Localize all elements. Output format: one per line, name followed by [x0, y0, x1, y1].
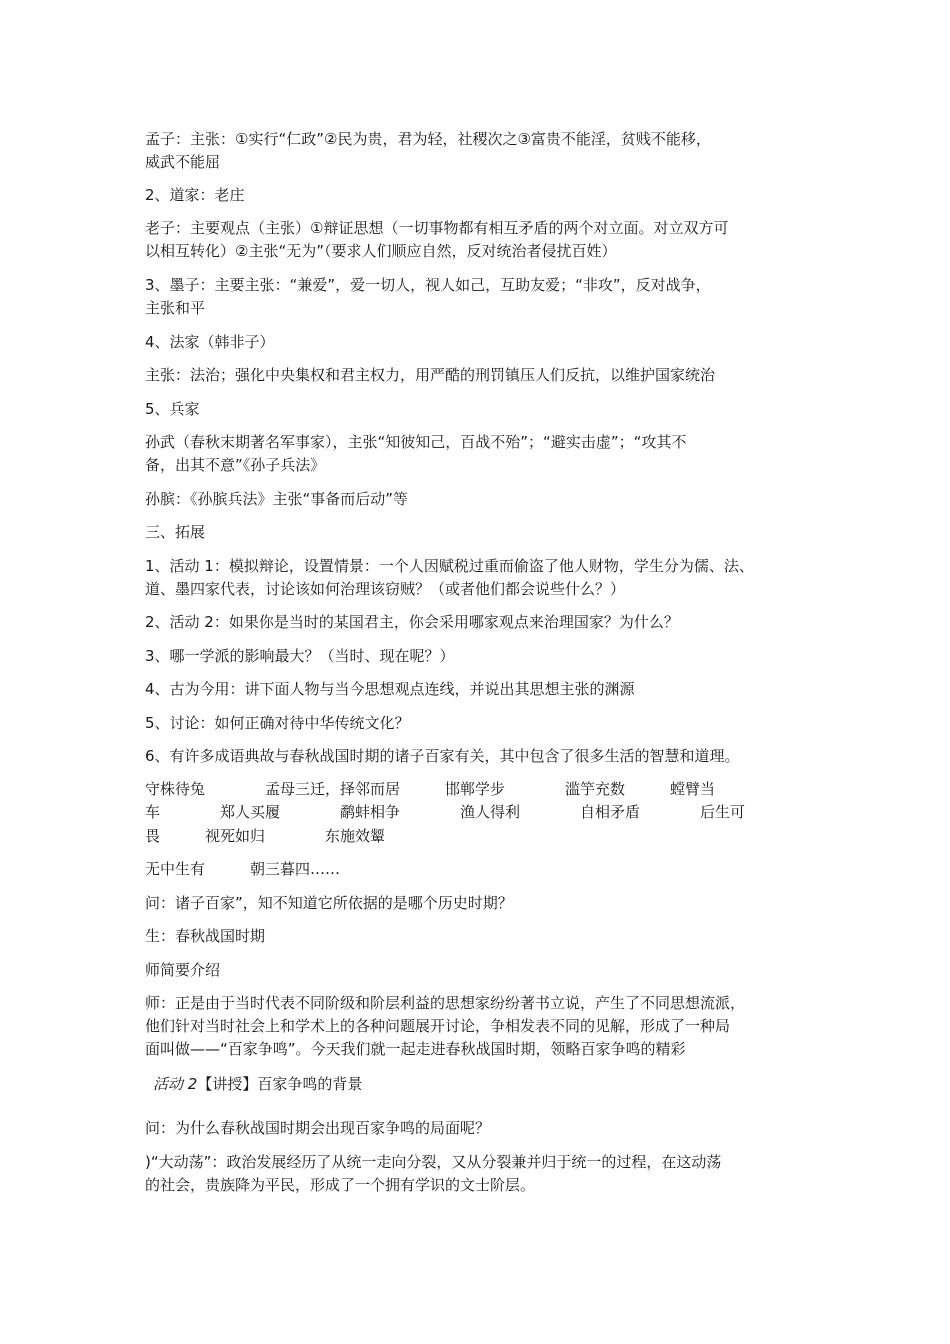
text-line: 面叫做——“百家争鸣”。今天我们就一起走进春秋战国时期，领略百家争鸣的精彩	[145, 1040, 686, 1058]
text-line: 3、墨子：主要主张：“兼爱”，爱一切人，视人如己，互助友爱；“非攻”，反对战争，	[145, 276, 711, 294]
text-line: 备，出其不意”《孙子兵法》	[145, 456, 326, 474]
text-line: 以相互转化）②主张“无为”（要求人们顺应自然，反对统治者侵扰百姓）	[145, 242, 617, 260]
text-line: 2、道家：老庄	[145, 186, 245, 204]
text-line: )“大动荡”：政治发展经历了从统一走向分裂，又从分裂兼并归于统一的过程，在这动荡	[145, 1153, 722, 1171]
text-line: 3、哪一学派的影响最大？（当时、现在呢？）	[145, 647, 455, 665]
text-line: 4、古为今用：讲下面人物与当今思想观点连线，并说出其思想主张的渊源	[145, 680, 635, 698]
text-line: 孙武（春秋末期著名军事家），主张“知彼知己，百战不殆”；“避实击虚”；“攻其不	[145, 433, 687, 451]
text-line: 的社会，贵族降为平民，形成了一个拥有学识的文士阶层。	[145, 1176, 536, 1194]
activity-prefix: 活动 2	[153, 1075, 198, 1093]
question-line: 问：为什么春秋战国时期会出现百家争鸣的局面呢？	[145, 1119, 491, 1137]
text-line: 4、法家（韩非子）	[145, 333, 275, 351]
text-line: 6、有许多成语典故与春秋战国时期的诸子百家有关，其中包含了很多生活的智慧和道理。	[145, 747, 740, 765]
text-line: 师：正是由于当时代表不同阶级和阶层利益的思想家纷纷著书立说，产生了不同思想流派，	[145, 994, 746, 1012]
text-line: 道、墨四家代表，讨论该如何治理该窃贼？（或者他们都会说些什么？）	[145, 580, 626, 598]
section-heading: 三、拓展	[145, 523, 206, 541]
text-line: 1、活动 1：模拟辩论，设置情景：一个人因赋税过重而偷盗了他人财物，学生分为儒、法、	[145, 557, 754, 575]
text-line: 2、活动 2：如果你是当时的某国君主，你会采用哪家观点来治理国家？为什么？	[145, 613, 679, 631]
text-line: 他们针对当时社会上和学术上的各种问题展开讨论，争相发表不同的见解，形成了一种局	[145, 1017, 731, 1035]
text-line: 主张：法治；强化中央集权和君主权力，用严酷的刑罚镇压人们反抗，以维护国家统治	[145, 366, 716, 384]
idiom-line: 车 郑人买履 鹬蚌相争 渔人得利 自相矛盾 后生可	[145, 803, 746, 821]
text-line: 威武不能屈	[145, 153, 221, 171]
text-line: 孟子：主张：①实行“仁政”②民为贵，君为轻，社稷次之③富贵不能淫，贫贱不能移，	[145, 130, 711, 148]
idiom-line: 无中生有 朝三暮四……	[145, 860, 341, 878]
text-line: 主张和平	[145, 299, 206, 317]
question-line: 问：诸子百家”，知不知道它所依据的是哪个历史时期？	[145, 894, 513, 912]
activity-title: 【讲授】百家争鸣的背景	[197, 1075, 363, 1093]
idiom-line: 守株待兔 孟母三迁，择邻而居 邯郸学步 滥竽充数 螳臂当	[145, 780, 716, 798]
activity-heading	[153, 1073, 823, 1096]
text-line: 5、兵家	[145, 400, 200, 418]
text-line: 老子：主要观点（主张）①辩证思想（一切事物都有相互矛盾的两个对立面。对立双方可	[145, 219, 729, 237]
text-line: 师简要介绍	[145, 961, 221, 979]
answer-line: 生：春秋战国时期	[145, 927, 266, 945]
text-line: 孙膑：《孙膑兵法》主张“事备而后动”等	[145, 490, 409, 508]
text-line: 5、讨论：如何正确对待中华传统文化？	[145, 714, 410, 732]
idiom-line: 畏 视死如归 东施效颦	[145, 827, 386, 845]
